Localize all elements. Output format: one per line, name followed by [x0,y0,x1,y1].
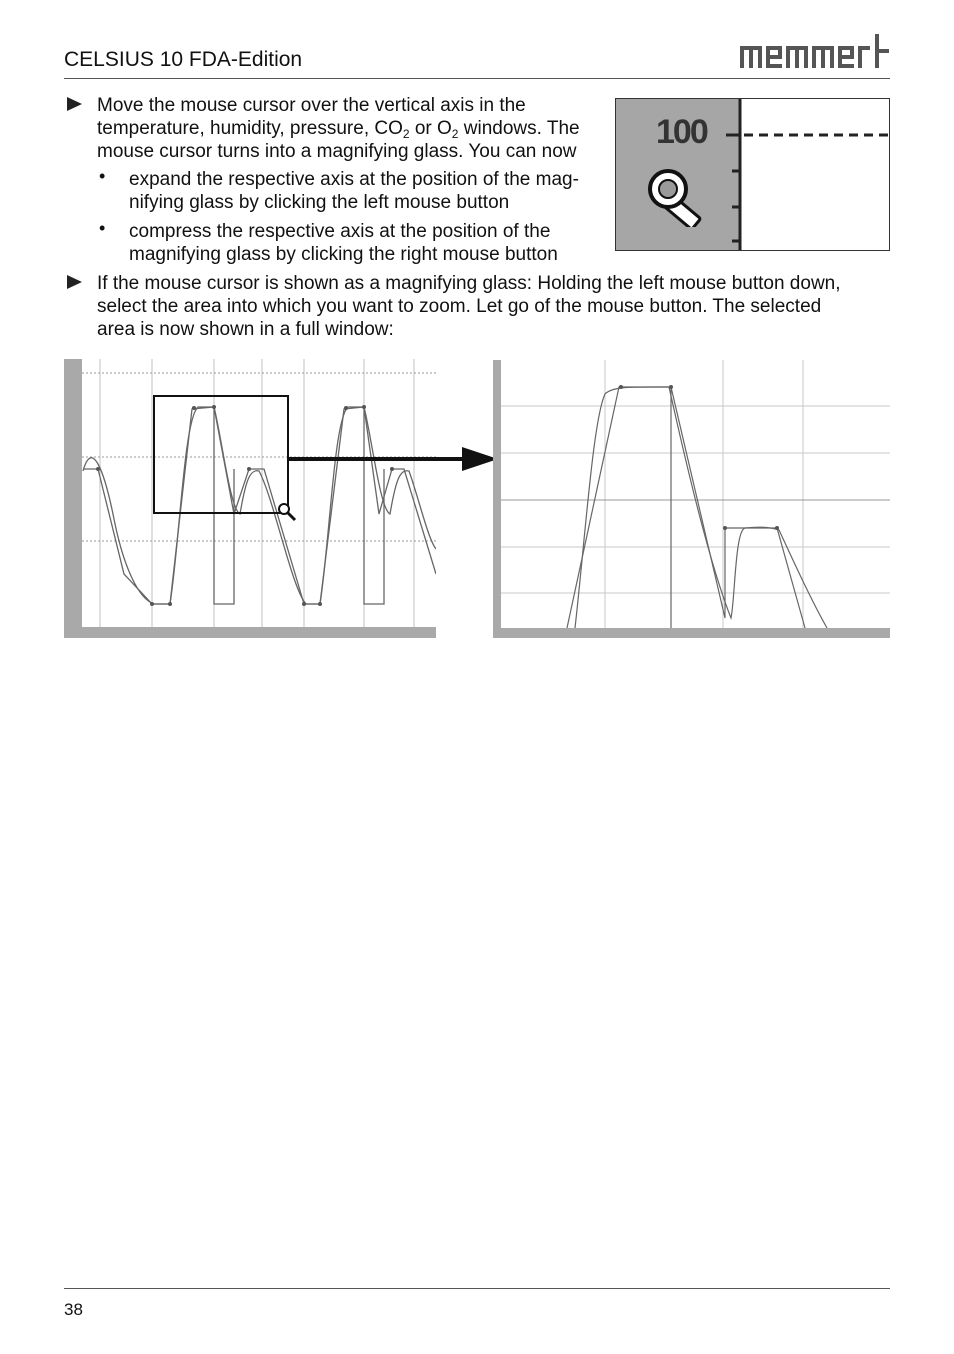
step-arrow-icon [67,275,82,289]
header-rule [64,78,890,79]
step-arrow-icon [67,97,82,111]
bullet-icon: • [99,166,106,186]
zoomed-chart [493,360,890,638]
text-line: temperature, humidity, pressure, $CO_2$ or $O_2$ windows. The [97,118,580,141]
text-line: compress the respective axis at the position of the [129,221,551,242]
page-number: 38 [64,1300,83,1319]
memmert-logo [738,32,890,72]
overview-chart [64,359,436,638]
text-line: If the mouse cursor is shown as a magnifying glass: Holding the left mouse button down, [97,273,841,294]
axis-tick-label: 100 [656,113,707,151]
document-title: CELSIUS 10 FDA-Edition [64,48,303,71]
magnifying-glass-icon [646,167,716,227]
text-line: Move the mouse cursor over the vertical axis in the [97,95,526,116]
step-1-text [97,94,580,163]
text-line: magnifying glass by clicking the right mouse button [129,244,558,265]
text-line: mouse cursor turns into a magnifying glass. You can now [97,141,577,162]
bullet-compress [129,220,558,266]
text-line: expand the respective axis at the position of the mag- [129,169,579,190]
zoom-arrow-icon [288,444,500,474]
text-line: area is now shown in a full window: [97,319,394,340]
bullet-icon: • [99,218,106,238]
text-line: select the area into which you want to zoom. Let go of the mouse button. The selected [97,296,822,317]
axis-magnifier-figure [615,98,890,251]
text-line: nifying glass by clicking the left mouse button [129,192,510,213]
step-2-text [97,272,841,341]
footer-rule [64,1288,890,1289]
bullet-expand [129,168,579,214]
